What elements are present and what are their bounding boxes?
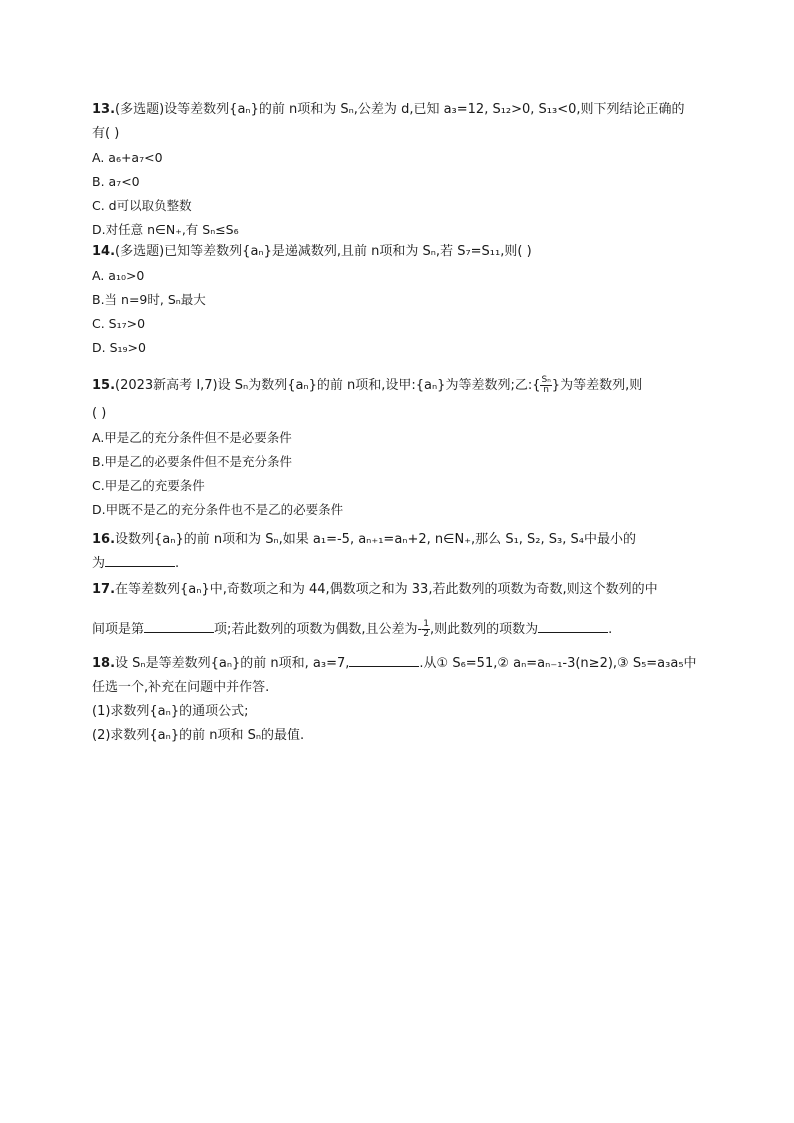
question-number: 13.: [92, 102, 116, 117]
answer-blank-2[interactable]: [538, 618, 608, 633]
question-number: 15.: [92, 378, 116, 393]
answer-bracket: 有( ): [92, 126, 120, 141]
question-15: [92, 374, 702, 522]
question-stem-cont: 项;若此数列的项数为偶数,且公差为-: [214, 622, 423, 637]
question-18: [92, 652, 702, 748]
sub-question-1: (1)求数列{aₙ}的通项公式;: [92, 704, 249, 719]
question-stem: (多选题)已知等差数列{aₙ}是递减数列,且前 n项和为 Sₙ,若 S₇=S₁₁,则( ): [115, 244, 532, 259]
answer-bracket: ( ): [92, 406, 107, 421]
question-16: [92, 528, 702, 576]
answer-blank[interactable]: [349, 652, 419, 667]
option-a: A. a₆+a₇<0: [92, 150, 163, 165]
period: .: [608, 622, 613, 637]
question-stem: 在等差数列{aₙ}中,奇数项之和为 44,偶数项之和为 33,若此数列的项数为奇数,则这个数列的中: [115, 582, 658, 597]
sub-question-2: (2)求数列{aₙ}的前 n项和 Sₙ的最值.: [92, 728, 305, 743]
question-stem-cont: 任选一个,补充在问题中并作答.: [92, 680, 270, 695]
option-b: B. a₇<0: [92, 174, 140, 189]
question-13: [92, 98, 702, 242]
option-c: C. d可以取负整数: [92, 198, 192, 213]
question-17: [92, 578, 702, 642]
question-stem-cont: 为: [92, 556, 106, 571]
fraction-sn-over-n: [540, 376, 551, 395]
option-d: D. S₁₉>0: [92, 340, 146, 355]
question-stem: 设数列{aₙ}的前 n项和为 Sₙ,如果 a₁=-5, aₙ₊₁=aₙ+2, n∈N₊,那么 S₁, S₂, S₃, S₄中最小的: [115, 532, 636, 547]
option-c: C. S₁₇>0: [92, 316, 146, 331]
question-stem: 设 Sₙ是等差数列{aₙ}的前 n项和, a₃=7,: [115, 656, 350, 671]
question-stem-end: }为等差数列,则: [551, 378, 643, 393]
fraction-one-half: [422, 620, 430, 639]
option-b: B.甲是乙的必要条件但不是充分条件: [92, 454, 293, 469]
fraction-denominator: 2: [423, 629, 429, 639]
period: .: [175, 556, 180, 571]
option-a: A.甲是乙的充分条件但不是必要条件: [92, 430, 292, 445]
answer-blank[interactable]: [105, 552, 175, 567]
question-stem: (多选题)设等差数列{aₙ}的前 n项和为 Sₙ,公差为 d,已知 a₃=12, S₁₂>0, S₁₃<0,则下列结论正确的: [115, 102, 685, 117]
option-c: C.甲是乙的充要条件: [92, 478, 205, 493]
question-stem-cont: ,则此数列的项数为: [429, 622, 539, 637]
question-14: [92, 240, 702, 360]
question-number: 16.: [92, 532, 116, 547]
question-number: 14.: [92, 244, 116, 259]
fraction-numerator: Sₙ: [541, 375, 551, 385]
question-number: 17.: [92, 582, 116, 597]
question-stem: (2023新高考 Ⅰ,7)设 Sₙ为数列{aₙ}的前 n项和,设甲:{aₙ}为等差数列;乙:{: [115, 378, 541, 393]
question-stem-cont: 间项是第: [92, 622, 145, 637]
option-b: B.当 n=9时, Sₙ最大: [92, 292, 206, 307]
answer-blank-1[interactable]: [144, 618, 214, 633]
fraction-denominator: n: [543, 385, 549, 395]
option-a: A. a₁₀>0: [92, 268, 145, 283]
option-d: D.对任意 n∈N₊,有 Sₙ≤S₆: [92, 222, 239, 237]
question-number: 18.: [92, 656, 116, 671]
fraction-numerator: 1: [423, 619, 429, 629]
option-d: D.甲既不是乙的充分条件也不是乙的必要条件: [92, 502, 344, 517]
question-stem-cont: .从① S₆=51,② aₙ=aₙ₋₁-3(n≥2),③ S₅=a₃a₅中: [419, 656, 697, 671]
